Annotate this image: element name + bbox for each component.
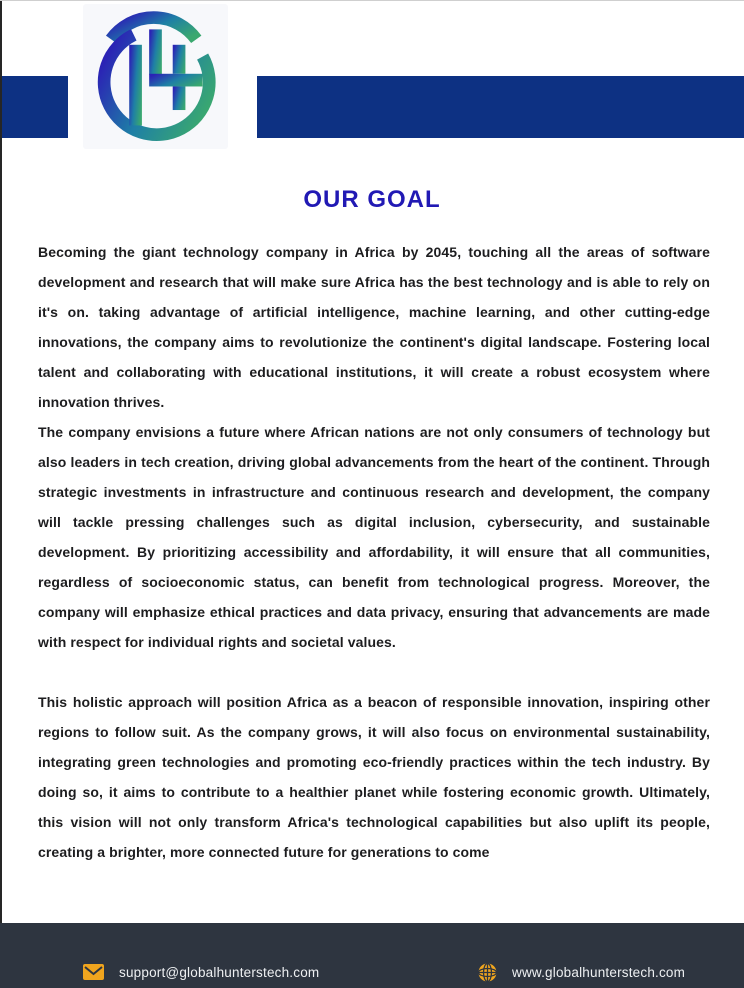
goal-paragraph-1: Becoming the giant technology company in Africa by 2045, touching all the areas of software development and research that will make sure Africa has the best technology and is able to rely on it's on. taking advantage of artificial intelligence, machine learning, and other cutting-edge innovations, the company aims to revolutionize the continent's digital landscape. Fostering local talent and collaborating with educational institutions, it will create a robust ecosystem where innovation thrives. — [38, 244, 710, 410]
company-logo-gth-monogram-icon — [83, 4, 228, 149]
left-edge-line — [0, 1, 2, 988]
footer-email-group — [83, 963, 319, 981]
support-email-link[interactable]: support@globalhunterstech.com — [119, 964, 320, 980]
goal-paragraph-3: This holistic approach will position Africa as a beacon of responsible innovation, inspiring other regions to follow suit. As the company grows, it will also focus on environmental sustainability, integrating green technologies and promoting eco-friendly practices within the tech industry. By doing so, it aims to contribute to a healthier planet while fostering economic growth. Ultimately, this vision will not only transform Africa's technological capabilities but also uplift its people, creating a brighter, more connected future for generations to come — [38, 694, 710, 860]
page-title: OUR GOAL — [303, 186, 441, 213]
goal-paragraph-2: The company envisions a future where African nations are not only consumers of technology but also leaders in tech creation, driving global advancements from the heart of the continent. Through strategic investments in infrastructure and continuous research and development, the company will tackle pressing challenges such as digital inclusion, cybersecurity, and sustainable development. By prioritizing accessibility and affordability, it will ensure that all communities, regardless of socioeconomic status, can benefit from technological progress. Moreover, the company will emphasize ethical practices and data privacy, ensuring that advancements are made with respect for individual rights and societal values. — [38, 424, 710, 650]
header-bar-left — [2, 76, 68, 138]
header-bar-right — [257, 76, 744, 138]
goal-text-block — [38, 237, 710, 867]
globe-icon — [478, 963, 497, 982]
footer — [0, 923, 744, 988]
envelope-icon — [83, 964, 104, 980]
website-link[interactable]: www.globalhunterstech.com — [512, 964, 686, 980]
footer-website-group — [478, 963, 685, 981]
logo-box — [83, 4, 228, 149]
